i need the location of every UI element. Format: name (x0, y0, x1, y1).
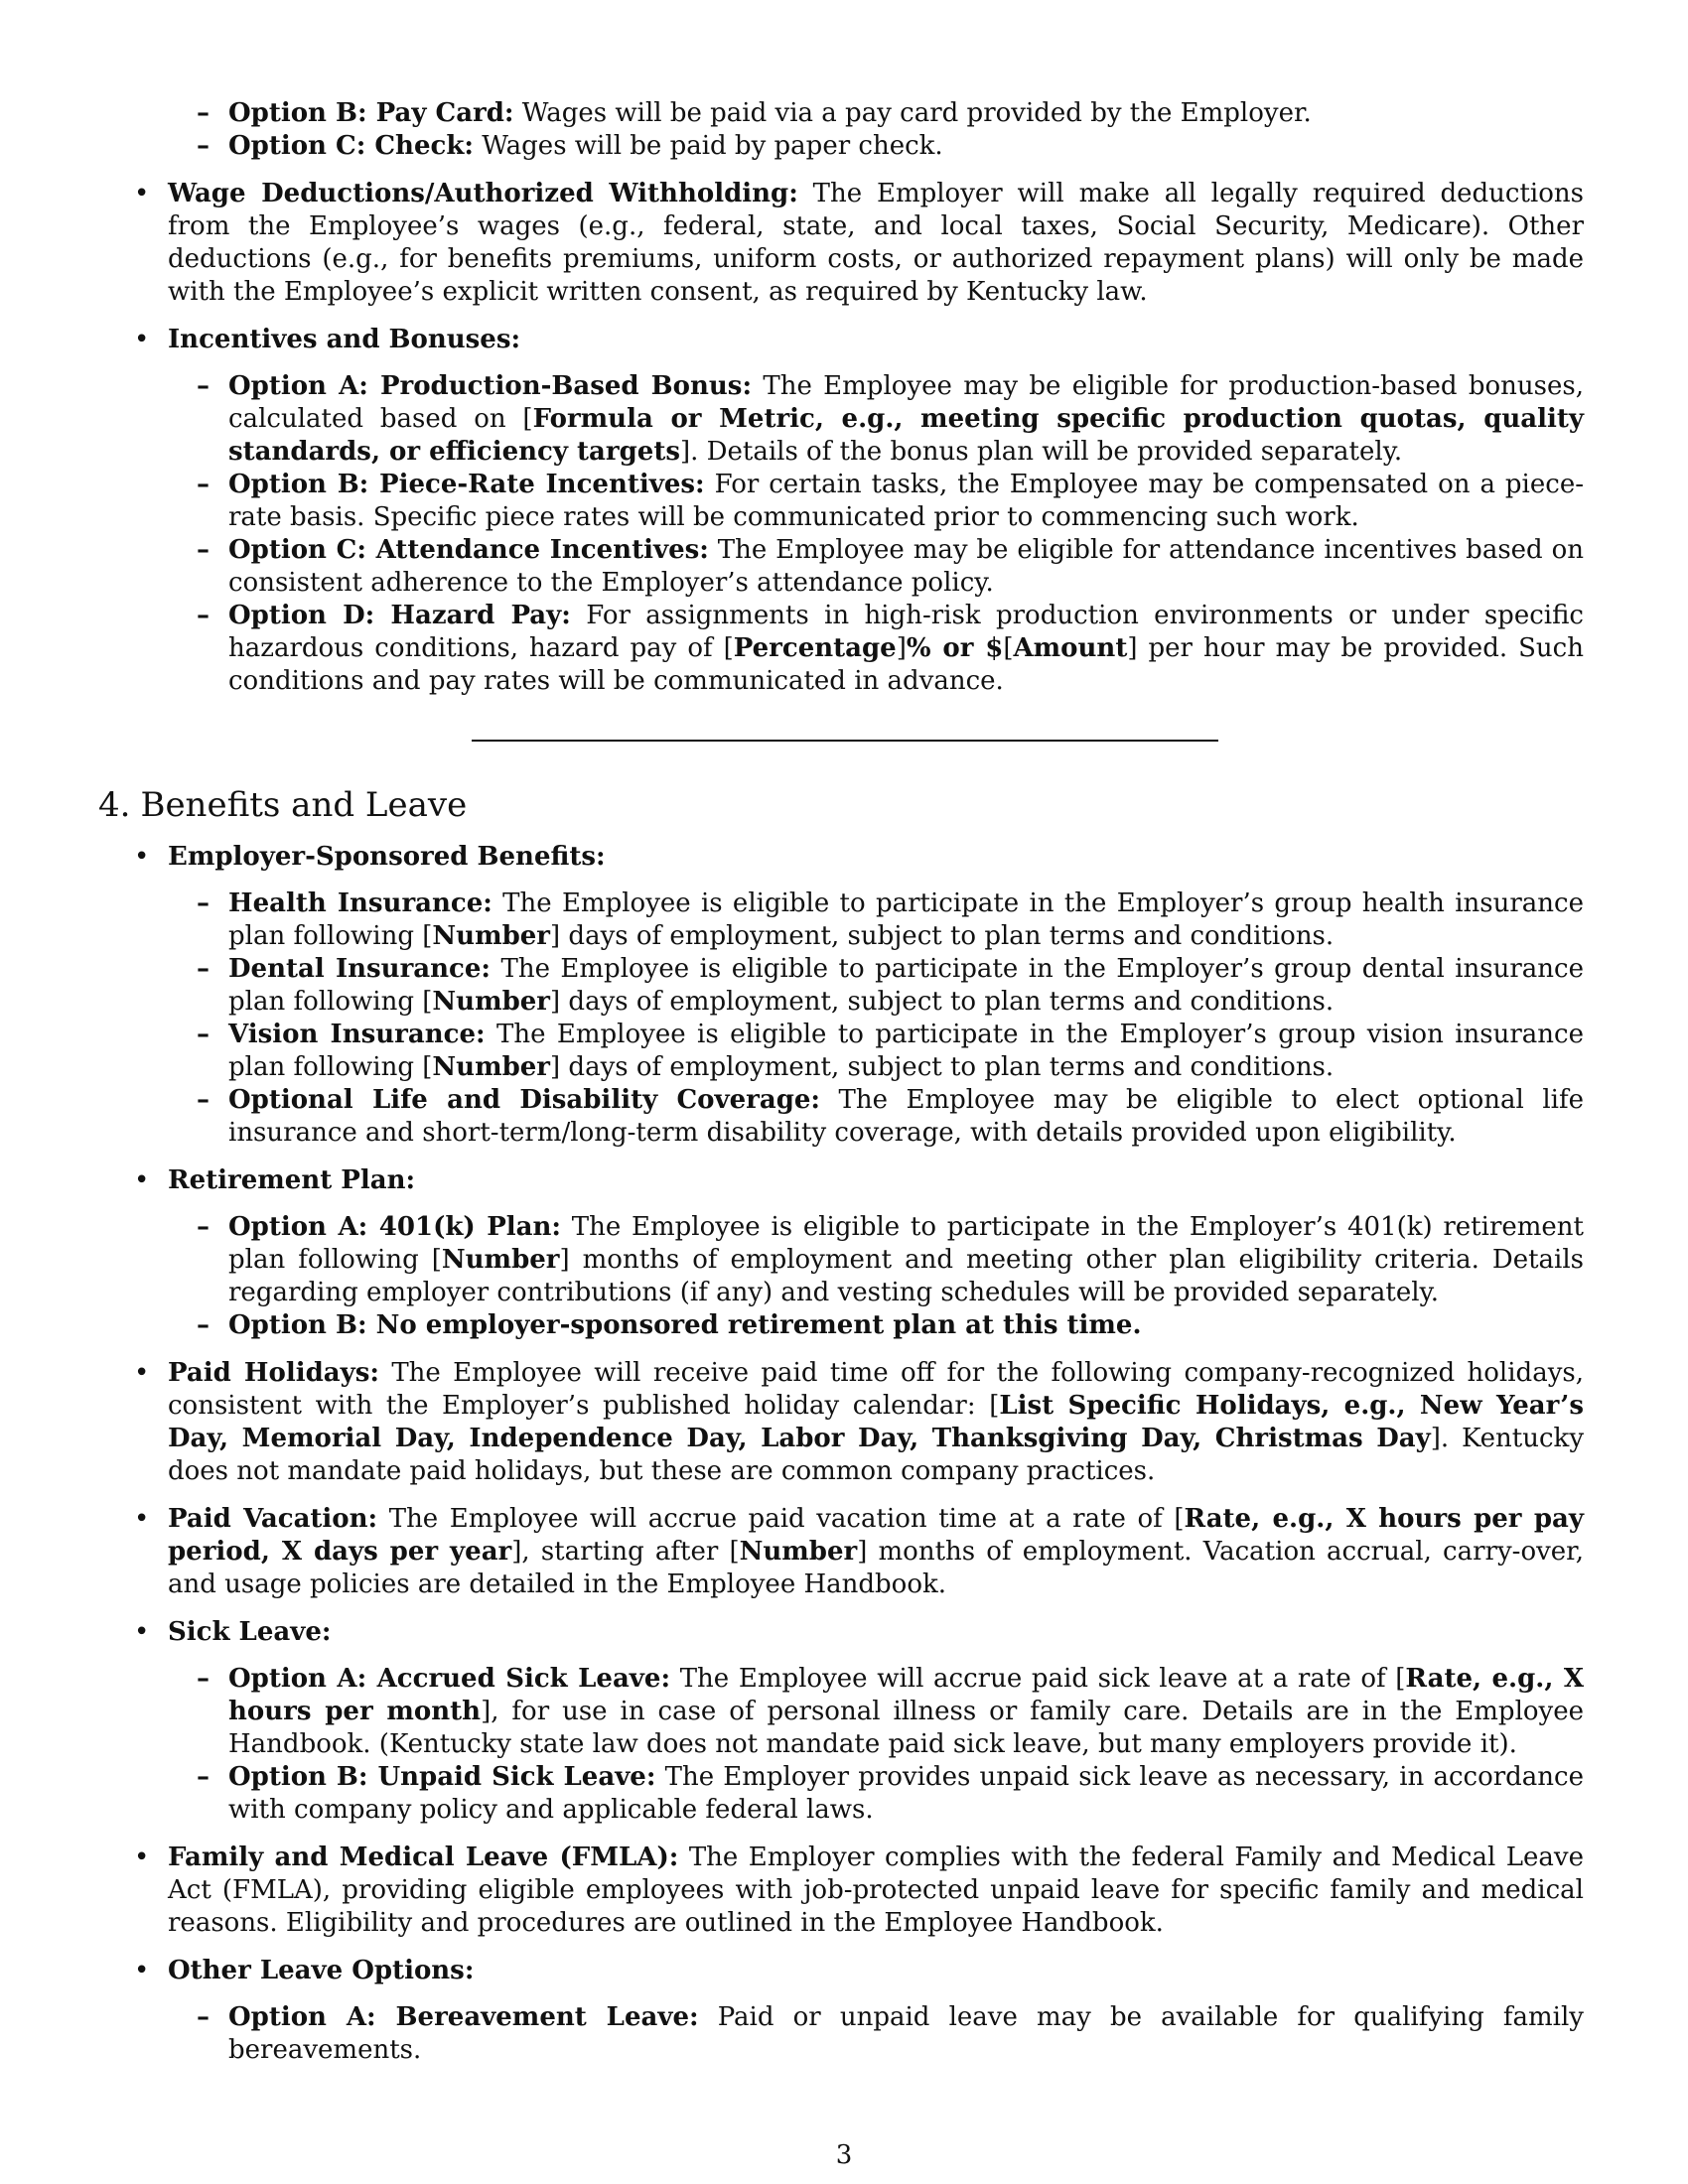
paid-holidays-item: • Paid Holidays: The Employee will receive paid time off for the following company-recognized holidays, consistent with the Employer’s published holiday calendar: [List Specific Holidays, e.g., New Year’s Day, Memorial Day, Independence Day, Labor Day, Thanksgiving Day, Christmas Day]. Kentucky does not mandate paid holidays, but these are common company practices. (134, 1357, 1584, 1488)
incentives-item: • Incentives and Bonuses: – Option A: Production-Based Bonus: The Employee may be eligible for production-based bonuses, calculated based on [Formula or Metric, e.g., meeting specific production quotas, quality standards, or efficiency targets]. Details of the bonus plan will be provided separately. – Option B: Piece-Rate Incentives: For certain tasks, the Employee may be compensated on a piece-rate basis. Specific piece rates will be communicated prior to commencing such work. – Option C: Attendance Incentives: The Employee may be eligible for attendance incentives based on consistent adherence to the Employer’s attendance policy. – Option D: Hazard Pay: For assignments in high-risk production environments or under specific hazardous conditions, hazard pay of [Percentage]% or $[Amount] per hour may be provided. Such conditions and pay rates will be communicated in advance. (134, 324, 1584, 698)
incentives-options (168, 370, 1584, 698)
horizontal-rule (472, 740, 1218, 742)
option-pay-card: – Option B: Pay Card: Wages will be paid via a pay card provided by the Employer. (168, 97, 1584, 130)
compensation-list (134, 178, 1584, 698)
dental-insurance: – Dental Insurance: The Employee is eligible to participate in the Employer’s group dental insurance plan following [Number] days of employment, subject to plan terms and conditions. (168, 953, 1584, 1019)
paid-vacation-item: • Paid Vacation: The Employee will accrue paid vacation time at a rate of [Rate, e.g., X hours per pay period, X days per year], starting after [Number] months of employment. Vacation accrual, carry-over, and usage policies are detailed in the Employee Handbook. (134, 1503, 1584, 1601)
option-production-bonus: – Option A: Production-Based Bonus: The Employee may be eligible for production-based bonuses, calculated based on [Formula or Metric, e.g., meeting specific production quotas, quality standards, or efficiency targets]. Details of the bonus plan will be provided separately. (168, 370, 1584, 469)
other-leave-options (168, 2001, 1584, 2067)
benefits-options (168, 887, 1584, 1150)
page-number: 3 (835, 2140, 853, 2170)
option-unpaid-sick: – Option B: Unpaid Sick Leave: The Employer provides unpaid sick leave as necessary, in accordance with company policy and applicable federal laws. (168, 1761, 1584, 1827)
vision-insurance: – Vision Insurance: The Employee is eligible to participate in the Employer’s group vision insurance plan following [Number] days of employment, subject to plan terms and conditions. (168, 1019, 1584, 1084)
fmla-item: • Family and Medical Leave (FMLA): The Employer complies with the federal Family and Medical Leave Act (FMLA), providing eligible employees with job-protected unpaid leave for specific family and medical reasons. Eligibility and procedures are outlined in the Employee Handbook. (134, 1842, 1584, 1940)
other-leave-item: • Other Leave Options: – Option A: Bereavement Leave: Paid or unpaid leave may be available for qualifying family bereavements. (134, 1955, 1584, 2067)
option-hazard-pay: – Option D: Hazard Pay: For assignments in high-risk production environments or under specific hazardous conditions, hazard pay of [Percentage]% or $[Amount] per hour may be provided. Such conditions and pay rates will be communicated in advance. (168, 600, 1584, 698)
life-disability: – Optional Life and Disability Coverage: The Employee may be eligible to elect optional life insurance and short-term/long-term disability coverage, with details provided upon eligibility. (168, 1084, 1584, 1150)
employer-benefits-item: • Employer-Sponsored Benefits: – Health Insurance: The Employee is eligible to participate in the Employer’s group health insurance plan following [Number] days of employment, subject to plan terms and conditions. – Dental Insurance: The Employee is eligible to participate in the Employer’s group dental insurance plan following [Number] days of employment, subject to plan terms and conditions. – Vision Insurance: The Employee is eligible to participate in the Employer’s group vision insurance plan following [Number] days of employment, subject to plan terms and conditions. – Optional Life and Disability Coverage: The Employee may be eligible to elect optional life insurance and short-term/long-term disability coverage, with details provided upon eligibility. (134, 841, 1584, 1150)
retirement-item: • Retirement Plan: – Option A: 401(k) Plan: The Employee is eligible to participate in the Employer’s 401(k) retirement plan following [Number] months of employment and meeting other plan eligibility criteria. Details regarding employer contributions (if any) and vesting schedules will be provided separately. – Option B: No employer-sponsored retirement plan at this time. (134, 1164, 1584, 1342)
option-accrued-sick: – Option A: Accrued Sick Leave: The Employee will accrue paid sick leave at a rate of [Rate, e.g., X hours per month], for use in case of personal illness or family care. Details are in the Employee Handbook. (Kentucky state law does not mandate paid sick leave, but many employers provide it). (168, 1663, 1584, 1761)
health-insurance: – Health Insurance: The Employee is eligible to participate in the Employer’s group health insurance plan following [Number] days of employment, subject to plan terms and conditions. (168, 887, 1584, 953)
option-attendance: – Option C: Attendance Incentives: The Employee may be eligible for attendance incentives based on consistent adherence to the Employer’s attendance policy. (168, 534, 1584, 600)
wage-deductions-item: • Wage Deductions/Authorized Withholding: The Employer will make all legally required deductions from the Employee’s wages (e.g., federal, state, and local taxes, Social Security, Medicare). Other deductions (e.g., for benefits premiums, uniform costs, or authorized repayment plans) will only be made with the Employee’s explicit written consent, as required by Kentucky law. (134, 178, 1584, 309)
section-heading: 4. Benefits and Leave (98, 785, 468, 825)
option-piece-rate: – Option B: Piece-Rate Incentives: For certain tasks, the Employee may be compensated on a piece-rate basis. Specific piece rates will be communicated prior to commencing such work. (168, 469, 1584, 534)
option-401k: – Option A: 401(k) Plan: The Employee is eligible to participate in the Employer’s 401(k) retirement plan following [Number] months of employment and meeting other plan eligibility criteria. Details regarding employer contributions (if any) and vesting schedules will be provided separately. (168, 1211, 1584, 1309)
wage-payment-options-continued (134, 97, 1584, 163)
benefits-list (134, 841, 1584, 2067)
option-bereavement: – Option A: Bereavement Leave: Paid or unpaid leave may be available for qualifying family bereavements. (168, 2001, 1584, 2067)
sick-leave-options (168, 1663, 1584, 1827)
option-no-retirement: – Option B: No employer-sponsored retirement plan at this time. (168, 1309, 1584, 1342)
option-check: – Option C: Check: Wages will be paid by paper check. (168, 130, 1584, 163)
document-page (98, 97, 1585, 2082)
retirement-options (168, 1211, 1584, 1342)
sick-leave-item: • Sick Leave: – Option A: Accrued Sick Leave: The Employee will accrue paid sick leave at a rate of [Rate, e.g., X hours per month], for use in case of personal illness or family care. Details are in the Employee Handbook. (Kentucky state law does not mandate paid sick leave, but many employers provide it). – Option B: Unpaid Sick Leave: The Employer provides unpaid sick leave as necessary, in accordance with company policy and applicable federal laws. (134, 1616, 1584, 1827)
